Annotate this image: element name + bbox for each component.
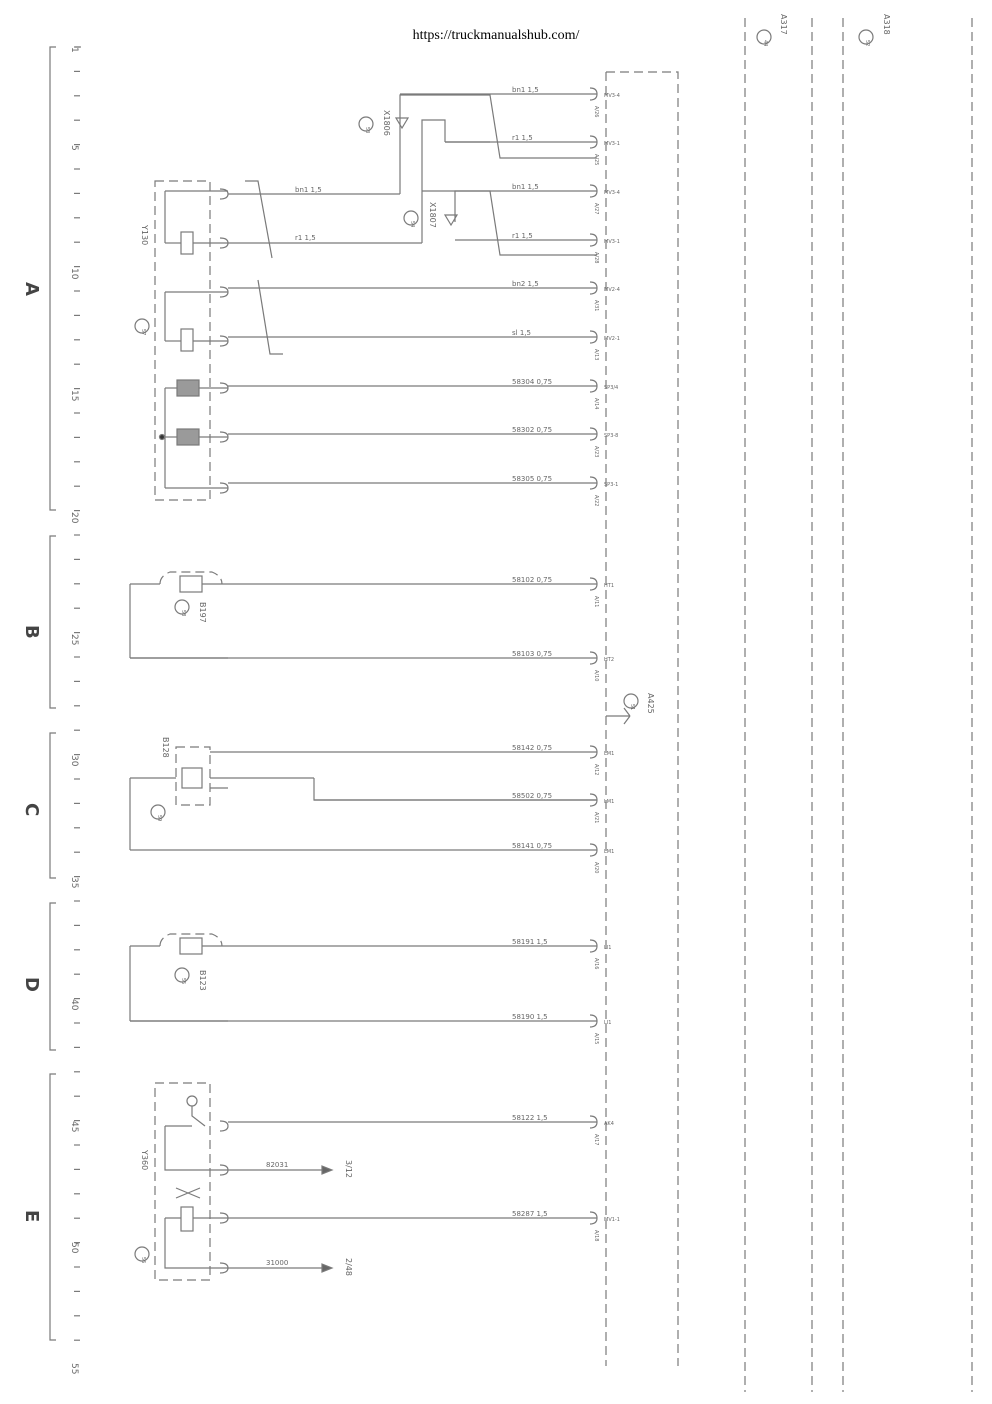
- pressure-switch: [187, 1096, 197, 1106]
- ruler-label: 15: [69, 390, 79, 402]
- section-letter-D: D: [21, 977, 42, 992]
- wire-label-w10: 58102 0,75: [512, 576, 553, 584]
- y360-coil: [181, 1207, 193, 1231]
- arrow-head: [322, 1166, 332, 1174]
- connector-id: A/11: [593, 596, 599, 608]
- connector-id: A/18: [593, 1230, 599, 1242]
- drawing: [50, 18, 972, 1392]
- ruler-label: 5: [69, 145, 79, 151]
- ruler-label: 45: [69, 1121, 79, 1133]
- connector-id: A/25: [593, 154, 599, 166]
- section-bracket: [50, 536, 56, 708]
- section-bracket: [50, 47, 56, 510]
- internal-wire: [165, 1218, 228, 1268]
- wire-label-w4: r1 1,5: [512, 232, 533, 240]
- location-marker-label: 53: [364, 127, 370, 134]
- section-letter-C: C: [21, 803, 42, 817]
- wire-label-w15: 58191 1,5: [512, 938, 548, 946]
- ruler-label: 1: [69, 47, 79, 53]
- b123-body: [160, 934, 222, 946]
- wire-label-w5: bn2 1,5: [512, 280, 539, 288]
- wire-label-w3: bn1 1,5: [512, 183, 539, 191]
- a425-pin-4: MV3-1: [604, 239, 620, 245]
- a425-pin-17: AK4: [604, 1121, 614, 1127]
- section-bracket: [50, 903, 56, 1050]
- wire-label-w18: 58287 1,5: [512, 1210, 548, 1218]
- a425-label: A425: [646, 693, 655, 714]
- a425-pin-14: LM1: [604, 849, 615, 855]
- connector-id: A/21: [593, 812, 599, 824]
- wire-path: [314, 778, 597, 800]
- wire-label-w7: 58304 0,75: [512, 378, 553, 386]
- section-bracket: [50, 733, 56, 878]
- a317-label: A317: [779, 14, 788, 35]
- location-marker-label: 54: [409, 221, 415, 228]
- a318-label: A318: [882, 14, 891, 35]
- connector-id: A/28: [593, 252, 599, 264]
- section-letter-A: A: [21, 282, 42, 296]
- connector-symbol: [220, 1121, 228, 1131]
- wire-label-w13: 58502 0,75: [512, 792, 553, 800]
- a425-pin-16: LI1: [604, 1020, 612, 1026]
- source-url[interactable]: https://truckmanualshub.com/: [412, 28, 580, 43]
- y360-label: Y360: [140, 1150, 149, 1171]
- arrow-target-t1: 3/12: [344, 1160, 353, 1178]
- section-letter-E: E: [21, 1210, 42, 1223]
- pressure-sensor: [177, 429, 199, 445]
- b128-boundary: [176, 747, 210, 805]
- wire-label-z1: 82031: [266, 1161, 289, 1169]
- y130-label: Y130: [140, 225, 149, 246]
- location-marker-label: 44: [762, 40, 768, 47]
- arrow-target-t2: 2/48: [344, 1258, 353, 1276]
- a425-pin-7: SP3/4: [604, 385, 619, 391]
- a425-pin-2: MV3-1: [604, 141, 620, 147]
- wire-label-w1: bn1 1,5: [512, 86, 539, 94]
- b123-label: B123: [198, 970, 207, 991]
- section-bracket: [50, 1074, 56, 1340]
- a425-pin-10: HT1: [604, 583, 614, 589]
- splice-wire: [455, 191, 597, 255]
- wire-label-w16: 58190 1,5: [512, 1013, 548, 1021]
- wire-label-y1: bn1 1,5: [295, 186, 322, 194]
- wire-label-w14: 58141 0,75: [512, 842, 553, 850]
- y360-boundary: [155, 1083, 210, 1280]
- wire-label-w9: 58305 0,75: [512, 475, 553, 483]
- solenoid-coil: [181, 232, 193, 254]
- connector-id: A/27: [593, 203, 599, 215]
- connector-id: A/31: [593, 300, 599, 312]
- connector-id: A/17: [593, 1134, 599, 1146]
- wire-label-w17: 58122 1,5: [512, 1114, 548, 1122]
- arrow-head: [322, 1264, 332, 1272]
- connector-id: A/23: [593, 446, 599, 458]
- connector-id: A/12: [593, 764, 599, 776]
- connector-id: A/26: [593, 106, 599, 118]
- solenoid-coil: [181, 329, 193, 351]
- a425-pin-1: MV3-4: [604, 93, 620, 99]
- a425-boundary: [606, 72, 678, 1366]
- ruler-label: 30: [69, 755, 79, 767]
- connector-id: A/13: [593, 349, 599, 361]
- connector-id: A/16: [593, 958, 599, 970]
- connector-id: A/22: [593, 495, 599, 507]
- a425-pin-8: SP3-8: [604, 433, 619, 439]
- ruler-label: 55: [69, 1363, 79, 1375]
- a425-pin-5: MV2-4: [604, 287, 620, 293]
- ruler-label: 10: [69, 268, 79, 280]
- b123-sensor: [180, 938, 202, 954]
- location-marker-label: 52: [864, 40, 870, 47]
- wire-label-y2: r1 1,5: [295, 234, 316, 242]
- valve-symbol: [176, 1188, 200, 1198]
- a425-pin-13: LM1: [604, 799, 615, 805]
- section-letter-B: B: [21, 625, 42, 639]
- x1807-label: X1807: [428, 202, 437, 228]
- b128-label: B128: [161, 737, 170, 758]
- location-marker-label: 51: [629, 704, 635, 711]
- splice-symbol: [396, 118, 408, 128]
- location-marker-label: 58: [180, 610, 186, 617]
- a425-pointer: [606, 708, 630, 724]
- ruler-label: 20: [69, 512, 79, 524]
- connector-id: A/14: [593, 398, 599, 410]
- labels: [21, 14, 891, 1374]
- ruler-label: 50: [69, 1242, 79, 1254]
- b128-sensor: [182, 768, 202, 788]
- ruler-label: 35: [69, 877, 79, 889]
- x1806-label: X1806: [382, 110, 391, 136]
- wire-label-w6: sl 1,5: [512, 329, 531, 337]
- location-marker-label: 57: [140, 329, 146, 336]
- b197-label: B197: [198, 602, 207, 623]
- wire-label-w2: r1 1,5: [512, 134, 533, 142]
- a425-pin-11: HT2: [604, 657, 614, 663]
- ruler-label: 40: [69, 999, 79, 1011]
- ruler-label: 25: [69, 634, 79, 646]
- a425-pin-15: LI1: [604, 945, 612, 951]
- location-marker-label: 59: [156, 815, 162, 822]
- b197-body: [160, 572, 222, 584]
- wire-label-w12: 58142 0,75: [512, 744, 553, 752]
- pressure-switch-contact: [192, 1106, 205, 1126]
- junction-dot: [160, 435, 165, 440]
- wire-label-w8: 58302 0,75: [512, 426, 553, 434]
- b197-sensor: [180, 576, 202, 592]
- connector-id: A/20: [593, 862, 599, 874]
- connector-id: A/10: [593, 670, 599, 682]
- shield-twist: [245, 181, 272, 258]
- wire-label-w11: 58103 0,75: [512, 650, 553, 658]
- a425-pin-9: SP3-1: [604, 482, 619, 488]
- pressure-sensor: [177, 380, 199, 396]
- location-marker-label: 55: [180, 978, 186, 985]
- location-marker-label: 56: [140, 1257, 146, 1264]
- a425-pin-18: MV1-1: [604, 1217, 620, 1223]
- a425-pin-12: LM1: [604, 751, 615, 757]
- internal-wire: [165, 1126, 228, 1170]
- x1806-splice: [400, 95, 597, 194]
- shield-twist: [258, 280, 283, 354]
- wire-label-z2: 31000: [266, 1259, 289, 1267]
- connector-id: A/15: [593, 1033, 599, 1045]
- a425-pin-3: MV3-4: [604, 190, 620, 196]
- a425-pin-6: MV2-1: [604, 336, 620, 342]
